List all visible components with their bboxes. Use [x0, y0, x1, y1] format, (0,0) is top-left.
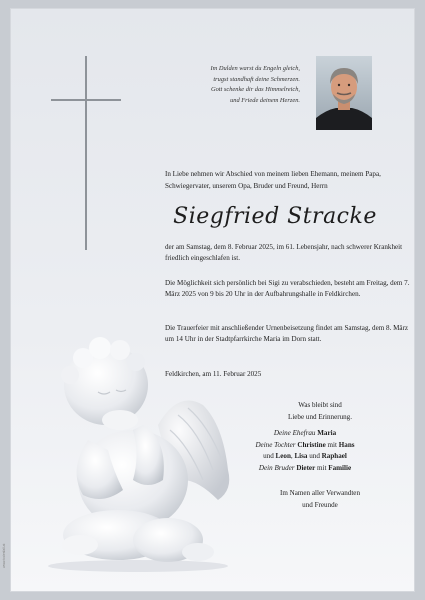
poem [160, 64, 300, 106]
family-name: Raphael [321, 452, 347, 460]
closing-line: Was bleibt sind [298, 401, 342, 409]
cross-icon [85, 56, 87, 250]
family-name: Hans [338, 440, 355, 449]
poem-line: trugst standhaft deine Schmerzen. [213, 75, 300, 83]
family-name: Lisa [294, 452, 308, 460]
ceremony-paragraph: Die Trauerfeier mit anschließender Urnenbeisetzung findet am Samstag, dem 8. März um 14 Uhr in der Stadtpfarrkirche Maria im Dorn statt. [165, 324, 409, 344]
on-behalf-text [235, 488, 405, 511]
family-name: Maria [317, 429, 337, 437]
connector: und [263, 452, 274, 460]
connector: mit [317, 463, 327, 472]
connector: und [309, 452, 320, 460]
on-behalf-line: Im Namen aller Verwandten [279, 489, 361, 497]
on-behalf-line: und Freunde [302, 500, 338, 509]
visitation-paragraph: Die Möglichkeit sich persönlich bei Sigi zu verabschieden, besteht am Freitag, dem 7. März 2025 von 9 bis 20 Uhr in der Aufbahrungshalle in Feldkirchen. [165, 279, 410, 299]
death-paragraph: der am Samstag, dem 8. Februar 2025, im 61. Lebensjahr, nach schwerer Krankheit friedlich eingeschlafen ist. [165, 243, 403, 263]
family-name: Christine [297, 440, 326, 449]
poem-line: Im Dulden warst du Engeln gleich, [210, 65, 300, 72]
family-name: Leon [275, 452, 291, 460]
deceased-name: Siegfried Stracke [173, 204, 377, 229]
printer-credit: www.todesfall.at [2, 543, 6, 568]
intro-text: In Liebe nehmen wir Abschied von meinem lieben Ehemann, meinem Papa, Schwiegervater, unserem Opa, Bruder und Freund, Herrn [165, 170, 381, 190]
closing-line: Liebe und Erinnerung. [287, 412, 353, 421]
relation-label: Dein Bruder [258, 463, 295, 472]
closing-phrase [235, 400, 405, 423]
poem-line: Gott schenke dir das Himmelreich, [210, 86, 300, 93]
family-name: Dieter [296, 463, 316, 472]
cross-bar [51, 99, 121, 101]
family-grandchildren: und Leon, Lisa und Raphael [263, 452, 347, 460]
portrait-photo [316, 56, 372, 130]
relation-label: Deine Tochter [255, 440, 296, 449]
poem-line: und Friede deinem Herzen. [230, 96, 300, 104]
relation-label: Deine Ehefrau [273, 429, 316, 437]
family-name: Familie [328, 463, 352, 472]
angel-statue-image [28, 330, 243, 575]
place-date: Feldkirchen, am 11. Februar 2025 [165, 370, 262, 378]
connector: mit [327, 440, 337, 449]
obituary-card [2, 8, 415, 592]
